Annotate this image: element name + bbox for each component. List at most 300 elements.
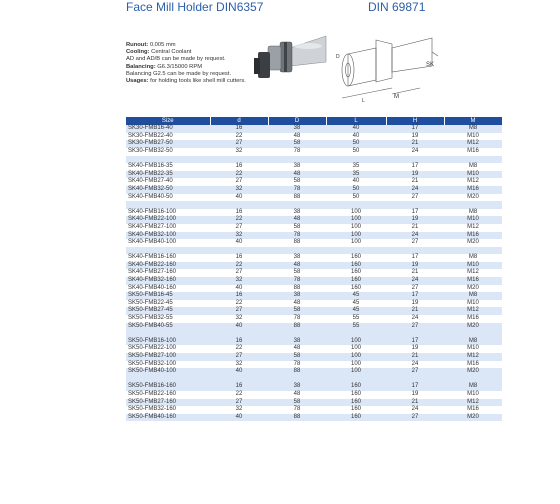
table-cell: M16: [444, 232, 502, 240]
table-cell: 50: [326, 194, 386, 202]
table-row: [126, 323, 502, 331]
table-cell: 19: [386, 216, 444, 224]
table-cell: 19: [386, 171, 444, 179]
table-cell: 27: [386, 285, 444, 293]
table-cell: 88: [268, 414, 326, 422]
table-cell: 88: [268, 194, 326, 202]
table-cell: SK40-FMB40-50: [126, 194, 210, 202]
table-cell: 40: [210, 414, 268, 422]
table-cell: 58: [268, 178, 326, 186]
table-cell: [386, 330, 444, 338]
table-cell: [268, 156, 326, 164]
table-row: [126, 254, 502, 262]
table-cell: 16: [210, 383, 268, 391]
table-cell: [326, 376, 386, 384]
table-cell: 17: [386, 254, 444, 262]
table-cell: M16: [444, 361, 502, 369]
table-cell: 40: [326, 178, 386, 186]
table-cell: 32: [210, 406, 268, 414]
table-cell: 24: [386, 315, 444, 323]
table-cell: 48: [268, 262, 326, 270]
table-cell: 50: [326, 186, 386, 194]
table-cell: [210, 156, 268, 164]
table-cell: [126, 247, 210, 255]
table-cell: 50: [326, 140, 386, 148]
table-cell: 38: [268, 125, 326, 133]
usages-value: for holding tools like shell mill cutters.: [148, 78, 246, 85]
table-header-row: [126, 117, 502, 125]
table-cell: 40: [210, 285, 268, 293]
table-cell: 88: [268, 239, 326, 247]
table-spacer-row: [126, 201, 502, 209]
table-cell: [326, 247, 386, 255]
table-cell: [444, 330, 502, 338]
table-cell: 78: [268, 148, 326, 156]
table-cell: SK50-FMB32-100: [126, 361, 210, 369]
table-cell: SK40-FMB40-100: [126, 239, 210, 247]
table-cell: SK30-FMB16-40: [126, 125, 210, 133]
table-row: [126, 368, 502, 376]
table-cell: 160: [326, 414, 386, 422]
table-cell: [444, 156, 502, 164]
table-cell: 19: [386, 133, 444, 141]
table-cell: SK30-FMB27-50: [126, 140, 210, 148]
table-cell: 160: [326, 406, 386, 414]
table-cell: 24: [386, 406, 444, 414]
header-d: d: [210, 117, 268, 125]
table-cell: 21: [386, 399, 444, 407]
ad-note: AD and AD/B can be made by request.: [126, 56, 226, 63]
table-body: [126, 125, 502, 421]
table-cell: 160: [326, 277, 386, 285]
table-cell: SK40-FMB27-40: [126, 178, 210, 186]
table-spacer-row: [126, 156, 502, 164]
table-row: [126, 163, 502, 171]
table-cell: 22: [210, 171, 268, 179]
product-photo: [250, 22, 328, 98]
table-cell: M12: [444, 178, 502, 186]
header-L: L: [326, 117, 386, 125]
m-label: M: [394, 94, 399, 100]
table-row: [126, 277, 502, 285]
table-cell: SK40-FMB16-160: [126, 254, 210, 262]
table-cell: M20: [444, 194, 502, 202]
table-cell: 48: [268, 300, 326, 308]
table-row: [126, 209, 502, 217]
table-cell: SK50-FMB27-160: [126, 399, 210, 407]
table-cell: 100: [326, 216, 386, 224]
table-cell: 27: [210, 307, 268, 315]
table-cell: 21: [386, 140, 444, 148]
table-cell: M16: [444, 406, 502, 414]
table-cell: M10: [444, 345, 502, 353]
table-cell: SK50-FMB22-100: [126, 345, 210, 353]
table-cell: 78: [268, 186, 326, 194]
table-cell: 22: [210, 300, 268, 308]
table-cell: 58: [268, 307, 326, 315]
table-cell: SK50-FMB22-45: [126, 300, 210, 308]
table-cell: [126, 376, 210, 384]
table-row: [126, 300, 502, 308]
table-cell: 16: [210, 125, 268, 133]
din-standard: DIN 69871: [368, 0, 426, 14]
table-row: [126, 171, 502, 179]
table-cell: M12: [444, 140, 502, 148]
cooling-line: [126, 49, 262, 56]
table-row: [126, 345, 502, 353]
table-cell: 38: [268, 254, 326, 262]
table-cell: 40: [326, 133, 386, 141]
balancing-line: [126, 64, 262, 71]
table-cell: 48: [268, 391, 326, 399]
table-cell: M12: [444, 307, 502, 315]
table-cell: 58: [268, 399, 326, 407]
usages-line: [126, 78, 262, 85]
table-cell: M20: [444, 414, 502, 422]
table-cell: 50: [326, 148, 386, 156]
table-cell: 32: [210, 148, 268, 156]
table-cell: 55: [326, 315, 386, 323]
table-cell: 38: [268, 292, 326, 300]
table-cell: 40: [210, 194, 268, 202]
drawing-flange: [376, 40, 392, 82]
table-cell: 55: [326, 323, 386, 331]
table-row: [126, 224, 502, 232]
table-cell: 32: [210, 361, 268, 369]
table-cell: 78: [268, 406, 326, 414]
table-cell: [444, 201, 502, 209]
table-cell: M20: [444, 323, 502, 331]
table-cell: M10: [444, 262, 502, 270]
header-D: D: [268, 117, 326, 125]
table-cell: SK40-FMB32-50: [126, 186, 210, 194]
table-cell: SK50-FMB22-160: [126, 391, 210, 399]
table-cell: 16: [210, 209, 268, 217]
table-cell: 16: [210, 163, 268, 171]
table-cell: 21: [386, 353, 444, 361]
table-cell: SK50-FMB16-45: [126, 292, 210, 300]
table-spacer-row: [126, 376, 502, 384]
table-cell: 35: [326, 171, 386, 179]
table-row: [126, 148, 502, 156]
table-cell: 17: [386, 125, 444, 133]
table-cell: SK50-FMB16-160: [126, 383, 210, 391]
table-row: [126, 216, 502, 224]
table-cell: M12: [444, 353, 502, 361]
table-cell: 27: [386, 239, 444, 247]
table-cell: [126, 156, 210, 164]
table-row: [126, 125, 502, 133]
table-cell: 19: [386, 391, 444, 399]
table-cell: SK40-FMB16-100: [126, 209, 210, 217]
table-cell: 48: [268, 171, 326, 179]
table-cell: 32: [210, 232, 268, 240]
table-cell: 160: [326, 269, 386, 277]
table-cell: M20: [444, 368, 502, 376]
table-row: [126, 361, 502, 369]
table-cell: M8: [444, 125, 502, 133]
table-cell: M16: [444, 277, 502, 285]
l-label: L: [362, 98, 365, 104]
table-cell: 100: [326, 338, 386, 346]
table-cell: [210, 201, 268, 209]
table-row: [126, 194, 502, 202]
table-cell: 27: [210, 140, 268, 148]
table-cell: M10: [444, 391, 502, 399]
table-cell: SK40-FMB22-100: [126, 216, 210, 224]
table-row: [126, 383, 502, 391]
table-cell: 32: [210, 277, 268, 285]
table-cell: 58: [268, 140, 326, 148]
table-cell: 27: [386, 368, 444, 376]
table-cell: SK50-FMB27-45: [126, 307, 210, 315]
table-cell: [444, 376, 502, 384]
table-cell: 16: [210, 292, 268, 300]
sk-label: SK: [426, 62, 435, 68]
table-cell: M12: [444, 224, 502, 232]
table-cell: SK40-FMB22-160: [126, 262, 210, 270]
table-cell: [326, 201, 386, 209]
table-cell: 40: [210, 368, 268, 376]
table-cell: 100: [326, 209, 386, 217]
d-label: D: [336, 54, 340, 60]
table-cell: 27: [386, 414, 444, 422]
table-cell: SK50-FMB27-100: [126, 353, 210, 361]
table-cell: SK30-FMB32-50: [126, 148, 210, 156]
balancing-note: Balancing G2.5 can be made by request.: [126, 70, 232, 77]
table-cell: 38: [268, 338, 326, 346]
table-cell: 27: [386, 323, 444, 331]
table-cell: [126, 201, 210, 209]
table-cell: 100: [326, 353, 386, 361]
drawing-body: [348, 48, 376, 86]
table-cell: SK50-FMB40-55: [126, 323, 210, 331]
table-cell: SK40-FMB40-160: [126, 285, 210, 293]
header-M: M: [444, 117, 502, 125]
table-cell: 100: [326, 224, 386, 232]
table-cell: 48: [268, 345, 326, 353]
table-cell: M20: [444, 285, 502, 293]
table-cell: M16: [444, 315, 502, 323]
table-cell: 24: [386, 277, 444, 285]
table-cell: 17: [386, 292, 444, 300]
table-cell: [386, 156, 444, 164]
table-cell: 24: [386, 186, 444, 194]
drawing-dim-l: [342, 88, 392, 98]
table-row: [126, 315, 502, 323]
table-cell: [268, 330, 326, 338]
table-cell: [126, 330, 210, 338]
table-row: [126, 292, 502, 300]
table-cell: 160: [326, 285, 386, 293]
table-cell: 21: [386, 178, 444, 186]
table-cell: 78: [268, 277, 326, 285]
table-cell: M10: [444, 216, 502, 224]
table-cell: [210, 376, 268, 384]
table-cell: 17: [386, 383, 444, 391]
size-table: [126, 117, 503, 421]
table-cell: SK40-FMB27-100: [126, 224, 210, 232]
table-cell: 100: [326, 361, 386, 369]
table-cell: M12: [444, 269, 502, 277]
table-cell: 88: [268, 368, 326, 376]
drawing-sk-leader: [432, 52, 438, 56]
technical-drawing: [332, 22, 440, 114]
balancing-value: G6.3/15000 RPM: [155, 63, 203, 70]
table-row: [126, 391, 502, 399]
table-cell: SK40-FMB16-35: [126, 163, 210, 171]
table-row: [126, 338, 502, 346]
table-cell: 78: [268, 315, 326, 323]
table-cell: M8: [444, 383, 502, 391]
table-cell: 160: [326, 383, 386, 391]
table-cell: 58: [268, 269, 326, 277]
table-row: [126, 186, 502, 194]
table-cell: 27: [386, 194, 444, 202]
table-cell: SK40-FMB27-160: [126, 269, 210, 277]
table-cell: 19: [386, 345, 444, 353]
table-cell: [268, 201, 326, 209]
table-cell: 88: [268, 323, 326, 331]
table-cell: 17: [386, 338, 444, 346]
taper-shank: [290, 36, 326, 66]
table-cell: 45: [326, 307, 386, 315]
table-cell: [268, 247, 326, 255]
table-cell: [210, 247, 268, 255]
table-cell: 160: [326, 399, 386, 407]
table-cell: 24: [386, 232, 444, 240]
table-cell: 27: [210, 269, 268, 277]
table-cell: 21: [386, 269, 444, 277]
table-cell: 38: [268, 163, 326, 171]
table-cell: 27: [210, 353, 268, 361]
table-cell: 58: [268, 224, 326, 232]
table-cell: 27: [210, 399, 268, 407]
table-cell: 38: [268, 209, 326, 217]
table-cell: M8: [444, 209, 502, 217]
cooling-value: Central Coolant: [149, 49, 192, 56]
table-cell: SK50-FMB32-160: [126, 406, 210, 414]
table-cell: M8: [444, 254, 502, 262]
table-cell: 24: [386, 148, 444, 156]
table-cell: 100: [326, 232, 386, 240]
table-cell: 27: [210, 178, 268, 186]
table-cell: 40: [326, 125, 386, 133]
table-cell: [444, 247, 502, 255]
table-cell: 24: [386, 361, 444, 369]
table-cell: 160: [326, 391, 386, 399]
table-cell: 35: [326, 163, 386, 171]
arbor-pilot: [254, 58, 260, 74]
table-cell: 40: [210, 239, 268, 247]
table-cell: 16: [210, 254, 268, 262]
table-spacer-row: [126, 330, 502, 338]
table-cell: 48: [268, 216, 326, 224]
flange-groove: [284, 42, 287, 72]
table-cell: 19: [386, 262, 444, 270]
table-spacer-row: [126, 247, 502, 255]
table-cell: 22: [210, 391, 268, 399]
table-cell: M8: [444, 292, 502, 300]
table-cell: 27: [210, 224, 268, 232]
header-H: H: [386, 117, 444, 125]
table-row: [126, 232, 502, 240]
table-cell: 58: [268, 353, 326, 361]
table-cell: [326, 156, 386, 164]
table-cell: 32: [210, 315, 268, 323]
table-cell: 22: [210, 345, 268, 353]
table-row: [126, 239, 502, 247]
table-cell: 100: [326, 368, 386, 376]
table-cell: SK50-FMB32-55: [126, 315, 210, 323]
runout-label: Runout:: [126, 42, 149, 48]
table-cell: SK50-FMB40-100: [126, 368, 210, 376]
table-row: [126, 133, 502, 141]
table-row: [126, 353, 502, 361]
table-cell: 78: [268, 361, 326, 369]
table-cell: SK50-FMB40-160: [126, 414, 210, 422]
table-cell: M10: [444, 171, 502, 179]
table-cell: 32: [210, 186, 268, 194]
table-cell: 160: [326, 262, 386, 270]
table-cell: [386, 376, 444, 384]
table-cell: [326, 330, 386, 338]
table-cell: M12: [444, 399, 502, 407]
table-cell: [268, 376, 326, 384]
table-row: [126, 406, 502, 414]
table-cell: SK40-FMB32-100: [126, 232, 210, 240]
table-cell: 100: [326, 345, 386, 353]
table-row: [126, 307, 502, 315]
table-cell: 38: [268, 383, 326, 391]
table-row: [126, 178, 502, 186]
table-cell: M20: [444, 239, 502, 247]
table-cell: 40: [210, 323, 268, 331]
header-size: Size: [126, 117, 210, 125]
table-cell: 22: [210, 216, 268, 224]
page-title: Face Mill Holder DIN6357: [126, 0, 264, 14]
table-cell: 88: [268, 285, 326, 293]
table-cell: 45: [326, 300, 386, 308]
table-cell: 100: [326, 239, 386, 247]
table-cell: M16: [444, 148, 502, 156]
table-cell: 48: [268, 133, 326, 141]
table-row: [126, 414, 502, 422]
table-cell: 17: [386, 209, 444, 217]
highlight: [294, 43, 322, 49]
table-cell: SK50-FMB16-100: [126, 338, 210, 346]
table-cell: 22: [210, 262, 268, 270]
table-cell: [386, 247, 444, 255]
table-cell: SK40-FMB32-160: [126, 277, 210, 285]
table-cell: 19: [386, 300, 444, 308]
table-cell: M16: [444, 186, 502, 194]
table-row: [126, 285, 502, 293]
table-cell: M8: [444, 338, 502, 346]
table-cell: 160: [326, 254, 386, 262]
table-cell: 22: [210, 133, 268, 141]
table-row: [126, 262, 502, 270]
table-cell: 45: [326, 292, 386, 300]
table-row: [126, 140, 502, 148]
runout-value: 0.005 mm: [148, 42, 176, 48]
table-cell: 21: [386, 224, 444, 232]
table-cell: M8: [444, 163, 502, 171]
table-cell: SK40-FMB22-35: [126, 171, 210, 179]
table-row: [126, 399, 502, 407]
table-cell: [210, 330, 268, 338]
table-cell: SK30-FMB22-40: [126, 133, 210, 141]
